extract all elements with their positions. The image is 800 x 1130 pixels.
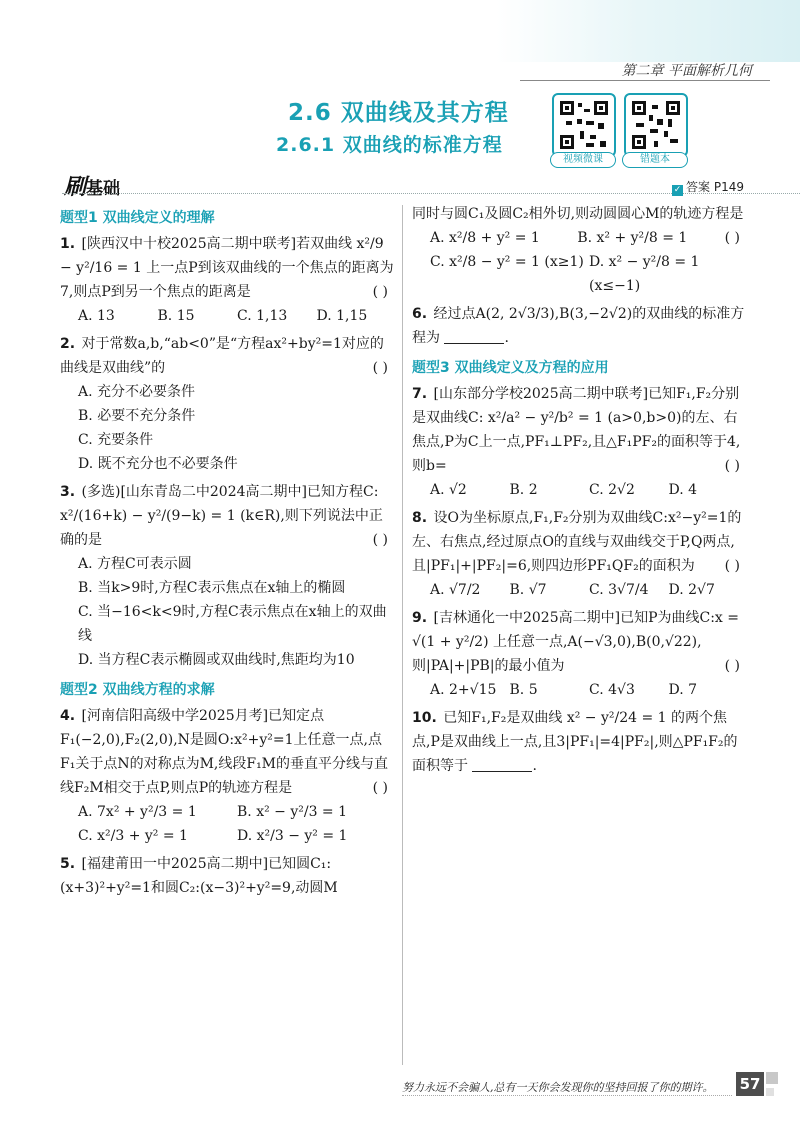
chapter-rule — [520, 80, 770, 81]
stem-period: . — [504, 330, 509, 346]
question-number: 6. — [412, 306, 428, 322]
question-stem: [陕西汉中十校2025高二期中联考]若双曲线 x²/9 − y²/16 = 1 上一点P到该双曲线的一个焦点的距离为7,则点P到另一个焦点的距离是 — [60, 236, 394, 300]
option-d[interactable]: D. 2√7 — [668, 582, 715, 598]
question-type-heading: 题型1 双曲线定义的理解 — [60, 210, 215, 226]
question-stem: [河南信阳高级中学2025月考]已知定点F₁(−2,0),F₂(2,0),N是圆O:x²+y²=1上任意一点,点F₁关于点N的对称点为M,线段F₁M的垂直平分线与直线F₂M相交于点P,则点P的轨迹方程是 — [60, 708, 389, 796]
option-c[interactable]: C. 当−16<k<9时,方程C表示焦点在x轴上的双曲线 — [78, 604, 387, 644]
top-decoration-band — [0, 0, 800, 62]
option-a[interactable]: A. 充分不必要条件 — [78, 384, 196, 400]
answer-bracket: ( ) — [724, 658, 740, 674]
question-number: 7. — [412, 386, 428, 402]
option-b[interactable]: B. 2 — [509, 482, 538, 498]
question-number: 2. — [60, 336, 76, 352]
error-book-label: 错题本 — [622, 152, 688, 168]
question-9 — [412, 606, 748, 702]
checkmark-icon: ✓ — [673, 185, 682, 195]
answer-bracket: ( ) — [724, 230, 740, 246]
stem-period: . — [532, 758, 537, 774]
options-row — [60, 800, 396, 824]
question-stem: (多选)[山东青岛二中2024高二期中]已知方程C: x²/(16+k) − y²/(9−k) = 1 (k∈R),则下列说法中正确的是 — [60, 484, 383, 548]
options-row — [412, 678, 748, 702]
chapter-header: 第二章 平面解析几何 — [621, 63, 752, 79]
question-type-heading: 题型2 双曲线方程的求解 — [60, 682, 215, 698]
right-column — [412, 200, 748, 782]
question-stem: 同时与圆C₁及圆C₂相外切,则动圆圆心M的轨迹方程是 — [412, 206, 744, 222]
options-row — [60, 304, 396, 328]
option-b[interactable]: B. 当k>9时,方程C表示焦点在x轴上的椭圆 — [78, 580, 346, 596]
error-book-qr-code[interactable] — [624, 93, 688, 157]
answer-blank[interactable] — [444, 329, 504, 344]
option-b[interactable]: B. 必要不充分条件 — [78, 408, 196, 424]
question-2 — [60, 332, 396, 476]
video-lesson-label: 视频微课 — [550, 152, 616, 168]
option-b[interactable]: B. √7 — [509, 582, 547, 598]
options-row — [412, 478, 748, 502]
option-b[interactable]: B. x² − y²/3 = 1 — [237, 804, 348, 820]
option-c[interactable]: C. x²/3 + y² = 1 — [78, 828, 188, 844]
question-4 — [60, 704, 396, 848]
section-title: 2.6 双曲线及其方程 — [288, 100, 509, 126]
question-number: 5. — [60, 856, 76, 872]
option-a[interactable]: A. 7x² + y²/3 = 1 — [78, 804, 197, 820]
question-10 — [412, 706, 748, 778]
option-c[interactable]: C. 3√7/4 — [589, 582, 649, 598]
question-5 — [60, 852, 396, 900]
option-c[interactable]: C. x²/8 − y² = 1 (x≥1) — [430, 254, 584, 270]
answer-bracket: ( ) — [724, 558, 740, 574]
qr-pattern-icon — [560, 101, 608, 149]
left-column — [60, 200, 396, 904]
question-7 — [412, 382, 748, 502]
column-divider — [402, 205, 403, 1065]
option-a[interactable]: A. √2 — [430, 482, 467, 498]
option-a[interactable]: A. 13 — [78, 308, 115, 324]
question-number: 3. — [60, 484, 76, 500]
options-row — [60, 824, 396, 848]
question-stem: 对于常数a,b,“ab<0”是“方程ax²+by²=1对应的曲线是双曲线”的 — [60, 336, 384, 376]
question-stem: 经过点A(2, 2√3/3),B(3,−2√2)的双曲线的标准方程为 — [412, 306, 745, 346]
answer-bracket: ( ) — [372, 532, 388, 548]
subsection-title: 2.6.1 双曲线的标准方程 — [276, 134, 503, 156]
footer-motto: 努力永远不会骗人,总有一天你会发现你的坚持回报了你的期许。 — [402, 1079, 732, 1096]
question-3 — [60, 480, 396, 672]
option-a[interactable]: A. 2+√15 — [430, 682, 497, 698]
option-d[interactable]: D. 既不充分也不必要条件 — [78, 456, 238, 472]
question-number: 10. — [412, 710, 437, 726]
question-8 — [412, 506, 748, 602]
answer-reference — [672, 178, 744, 196]
brush-label: 刷 — [64, 175, 87, 200]
basics-heading — [64, 170, 120, 201]
question-number: 1. — [60, 236, 76, 252]
page-number: 57 — [736, 1072, 764, 1096]
options-row — [412, 226, 725, 250]
question-1 — [60, 232, 396, 328]
answer-bracket: ( ) — [724, 458, 740, 474]
answer-bracket: ( ) — [372, 360, 388, 376]
basics-label: 基础 — [86, 179, 121, 199]
corner-decoration — [766, 1088, 774, 1096]
qr-pattern-icon — [632, 101, 680, 149]
option-d[interactable]: D. 1,15 — [316, 308, 368, 324]
option-d[interactable]: D. 当方程C表示椭圆或双曲线时,焦距均为10 — [78, 652, 355, 668]
option-c[interactable]: C. 4√3 — [589, 682, 635, 698]
option-c[interactable]: C. 2√2 — [589, 482, 635, 498]
options-row — [412, 578, 748, 602]
option-c[interactable]: C. 充要条件 — [78, 432, 154, 448]
question-number: 8. — [412, 510, 428, 526]
option-d[interactable]: D. 4 — [668, 482, 698, 498]
answer-page-label: 答案 P149 — [686, 180, 744, 194]
answer-bracket: ( ) — [372, 780, 388, 796]
question-number: 9. — [412, 610, 428, 626]
option-b[interactable]: B. 5 — [509, 682, 538, 698]
question-number: 4. — [60, 708, 76, 724]
option-a[interactable]: A. 方程C可表示圆 — [78, 556, 192, 572]
option-d[interactable]: D. x² − y²/8 = 1 (x≤−1) — [589, 254, 700, 294]
option-d[interactable]: D. x²/3 − y² = 1 — [237, 828, 348, 844]
option-d[interactable]: D. 7 — [668, 682, 698, 698]
question-5-continued — [412, 202, 748, 298]
question-stem: [吉林通化一中2025高二期中]已知P为曲线C:x = √(1 + y²/2) 上任意一点,A(−√3,0),B(0,√22),则|PA|+|PB|的最小值为 — [412, 610, 739, 674]
corner-decoration — [766, 1072, 778, 1084]
question-stem: 已知F₁,F₂是双曲线 x² − y²/24 = 1 的两个焦点,P是双曲线上一点,且3|PF₁|=4|PF₂|,则△PF₁F₂的面积等于 — [412, 710, 738, 774]
option-c[interactable]: C. 1,13 — [237, 308, 288, 324]
question-stem: [山东部分学校2025高二期中联考]已知F₁,F₂分别是双曲线C: x²/a² − y²/b² = 1 (a>0,b>0)的左、右焦点,P为C上一点,PF₁⊥PF₂,且△F₁PF₂的面积等于4,则b= — [412, 386, 741, 474]
question-6 — [412, 302, 748, 350]
answer-blank[interactable] — [472, 757, 532, 772]
options-row — [412, 250, 748, 298]
option-a[interactable]: A. x²/8 + y² = 1 — [430, 230, 540, 246]
answer-bracket: ( ) — [372, 284, 388, 300]
option-b[interactable]: B. 15 — [157, 308, 195, 324]
option-a[interactable]: A. √7/2 — [430, 582, 481, 598]
question-stem: [福建莆田一中2025高二期中]已知圆C₁:(x+3)²+y²=1和圆C₂:(x−3)²+y²=9,动圆M — [60, 856, 338, 896]
video-lesson-qr-code[interactable] — [552, 93, 616, 157]
question-type-heading: 题型3 双曲线定义及方程的应用 — [412, 360, 609, 376]
option-b[interactable]: B. x² + y²/8 = 1 — [577, 230, 688, 246]
question-stem: 设O为坐标原点,F₁,F₂分别为双曲线C:x²−y²=1的左、右焦点,经过原点O的直线与双曲线交于P,Q两点,且|PF₁|+|PF₂|=6,则四边形PF₁QF₂的面积为 — [412, 510, 742, 574]
